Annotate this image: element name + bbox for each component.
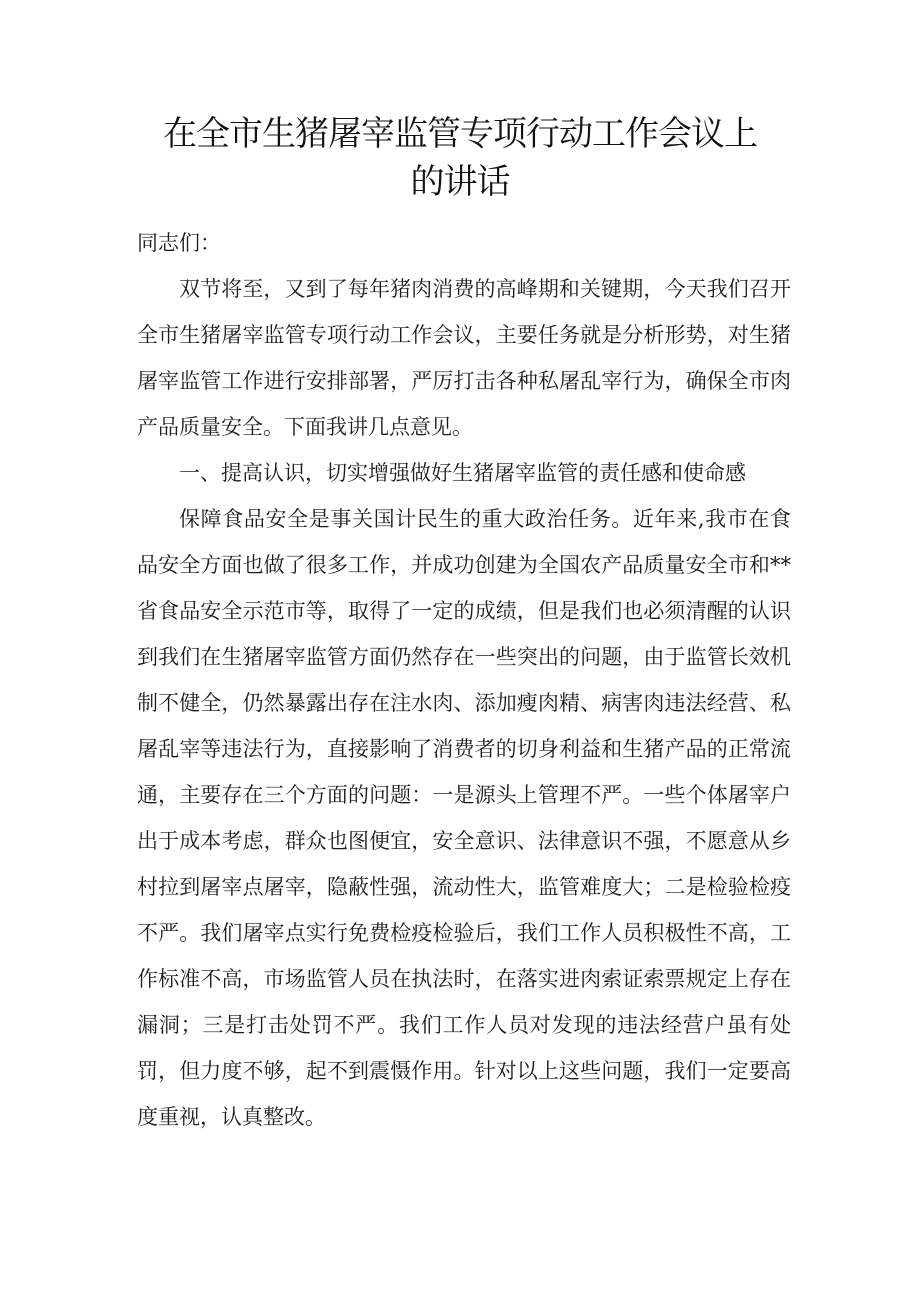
document-title <box>120 110 800 206</box>
title-line-2: 的讲话 <box>410 162 510 202</box>
section-1-paragraph: 保障食品安全是事关国计民生的重大政治任务。近年来,我市在食品安全方面也做了很多工作，并成功创建为全国农产品质量安全市和**省食品安全示范市等，取得了一定的成绩，但是我们也必须清醒的认识到我们在生猪屠宰监管方面仍然存在一些突出的问题，由于监管长效机制不健全，仍然暴露出存在注水肉、添加瘦肉精、病害肉违法经营、私屠乱宰等违法行为，直接影响了消费者的切身利益和生猪产品的正常流通，主要存在三个方面的问题：一是源头上管理不严。一些个体屠宰户出于成本考虑，群众也图便宜，安全意识、法律意识不强，不愿意从乡村拉到屠宰点屠宰，隐蔽性强，流动性大，监管难度大；二是检验检疫不严。我们屠宰点实行免费检疫检验后，我们工作人员积极性不高，工作标准不高，市场监管人员在执法时，在落实进肉索证索票规定上存在漏洞；三是打击处罚不严。我们工作人员对发现的违法经营户虽有处罚，但力度不够，起不到震慑作用。针对以上这些问题，我们一定要高度重视，认真整改。 <box>137 507 791 1129</box>
document-body <box>137 220 791 1140</box>
intro-paragraph: 双节将至，又到了每年猪肉消费的高峰期和关键期，今天我们召开全市生猪屠宰监管专项行动工作会议，主要任务就是分析形势，对生猪屠宰监管工作进行安排部署，严厉打击各种私屠乱宰行为，确保全市肉产品质量安全。下面我讲几点意见。 <box>137 277 791 439</box>
salutation: 同志们： <box>137 231 221 255</box>
title-line-1: 在全市生猪屠宰监管专项行动工作会议上 <box>163 114 757 154</box>
section-1-heading: 一、提高认识，切实增强做好生猪屠宰监管的责任感和使命感 <box>179 461 746 485</box>
